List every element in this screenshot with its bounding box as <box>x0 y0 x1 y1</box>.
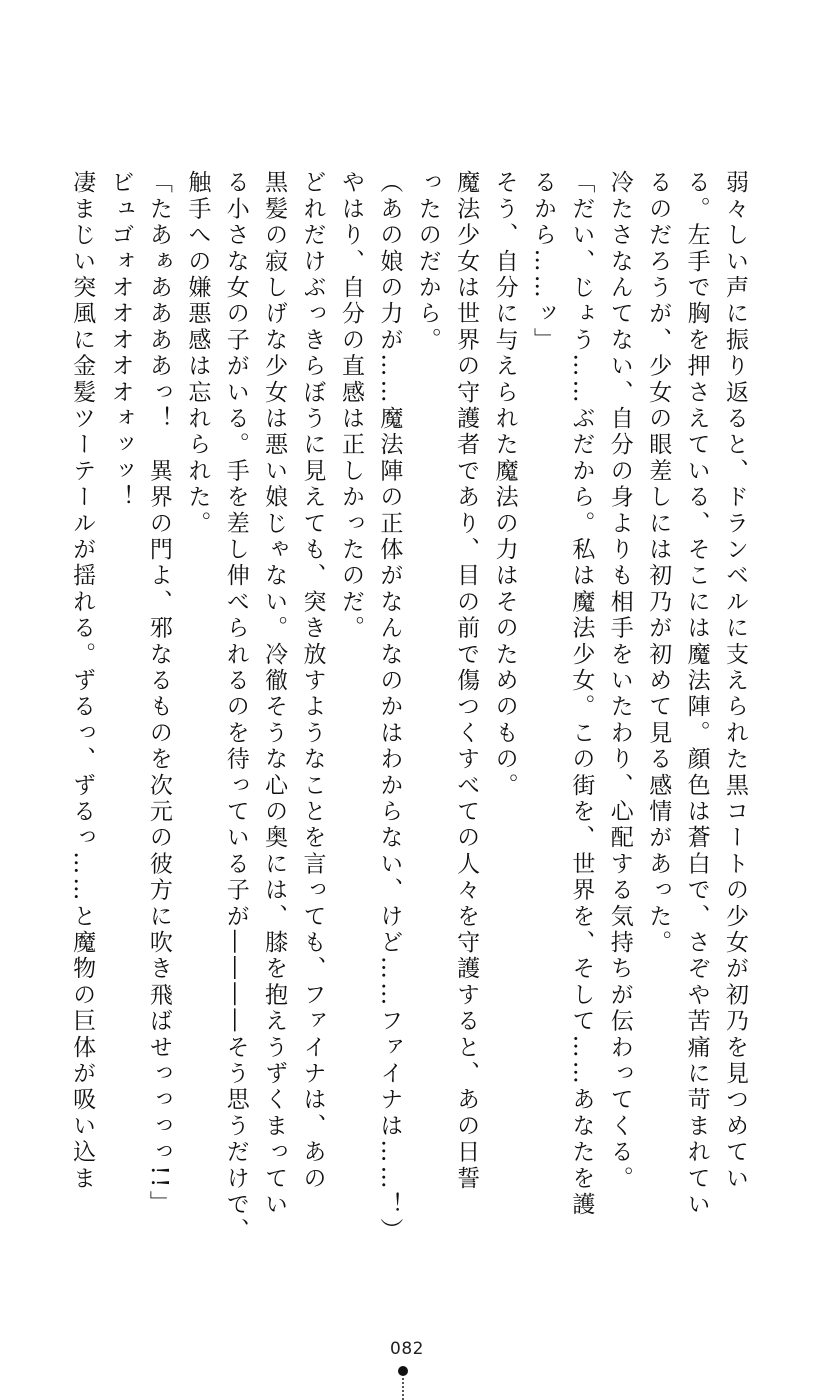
text-line-8: 魔法少女は世界の守護者であり、目の前で傷つくすべての人々を守護すると、あの日誓 <box>453 170 480 1192</box>
text-line-4: 冷たさなんてない、自分の身よりも相手をいたわり、心配する気持ちが伝わってくる。 <box>606 170 633 1192</box>
text-line-17: ビュゴォオオオオオォッッ！ <box>107 170 134 511</box>
text-line-14: る小さな女の子がいる。手を差し伸べられるのを待っている子が――――そう思うだけで、 <box>222 170 249 1245</box>
text-line-5: 「だい、じょう……ぶだから。私は魔法少女。この街を、世界を、そして……あなたを護 <box>568 170 595 1218</box>
text-line-9: ったのだから。 <box>414 170 441 354</box>
text-line-15: 触手への嫌悪感は忘れられた。 <box>184 170 211 537</box>
vertical-text-body <box>63 170 754 1245</box>
text-line-12: どれだけぶっきらぼうに見えても、突き放すようなことを言っても、ファイナは、あの <box>299 170 326 1192</box>
page-marker-dot-icon <box>398 1366 408 1376</box>
text-line-11: やはり、自分の直感は正しかったのだ。 <box>337 170 364 642</box>
text-line-1: 弱々しい声に振り返ると、ドランベルに支えられた黒コートの少女が初乃を見つめてい <box>722 170 748 1192</box>
page-number: 082 <box>390 1339 424 1359</box>
text-line-18: 凄まじい突風に金髪ツーテールが揺れる。ずるっ、ずるっ……と魔物の巨体が吸い込ま <box>69 170 96 1192</box>
text-line-6: るから……ッ」 <box>529 170 556 354</box>
page-marker-dotted-line <box>402 1378 404 1400</box>
text-line-2: る。左手で胸を押さえている、そこには魔法陣。顔色は蒼白で、さぞや苦痛に苛まれてい <box>683 170 710 1218</box>
text-line-13: 黒髪の寂しげな少女は悪い娘じゃない。冷徹そうな心の奥には、膝を抱えうずくまってい <box>261 170 288 1218</box>
text-line-16: 「たあぁああああっ！ 異界の門よ、邪なるものを次元の彼方に吹き飛ばせっっっっ!!」 <box>145 170 172 1217</box>
text-line-10: （あの娘の力が……魔法陣の正体がなんなのかはわからない、けど……ファイナは……！） <box>376 170 403 1245</box>
text-line-3: るのだろうが、少女の眼差しには初乃が初めて見る感情があった。 <box>645 170 672 956</box>
text-line-7: そう、自分に与えられた魔法の力はそのためのもの。 <box>491 170 518 799</box>
